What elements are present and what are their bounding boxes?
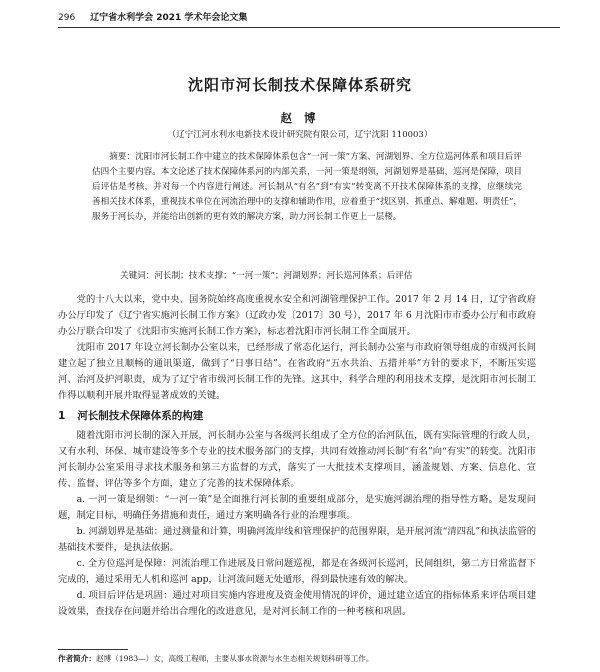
article-body [58, 292, 536, 620]
section-number: 1 [58, 410, 66, 422]
body-paragraph: 沈阳市 2017 年设立河长制办公室以来，已经形成了常态化运行，河长制办公室与市政府领导组成的市级河长间建立起了独立且顺畅的通讯渠道，做到了“日事日结”。在省政府“五水共治、五措并举”方针的要求下，不断压实巡河、治河及护河职责，成为了辽宁省市级河长制工作的先锋。这其中，科学合理的利用技术支撑，是沈阳市河长制工作得以顺利开展并取得显著成效的关键。 [58, 342, 536, 401]
list-item-c: c. 全方位巡河是保障：河流治理工作进展及日常问题巡视，都是在各级河长巡河，民间组织，第二方日常监督下完成的，通过采用无人机和巡河 app，让河流问题无处遁形，得到最快速有效的解决。 [58, 558, 536, 585]
running-head [58, 12, 560, 24]
body-paragraph: 随着沈阳市河长制的深入开展，河长制办公室与各级河长组成了全方位的治河队伍，既有实际管理的行政人员，又有水利、环保、城市建设等多个专业的技术服务部门的支撑，共同有效推动河长制“有名”向“有实”的转变。沈阳市河长制办公室采用寻求技术服务和第三方监督的方式，落实了一大批技术支撑项目，涵盖规划、方案、信息化、宣传、监督、评估等多个方面，建立了完善的技术保障体系。 [58, 430, 536, 489]
paper-title: 沈阳市河长制技术保障体系研究 [187, 76, 412, 94]
footnote-rule [58, 649, 128, 650]
header-rule [58, 27, 560, 28]
footnote [58, 653, 560, 664]
footnote-label: 作者简介： [58, 654, 96, 663]
list-item-a: a. 一河一策是纲领：“一河一策”是全面推行河长制的重要组成部分，是实施河湖治理的指导性方略。是发现问题，制定目标，明确任务措施和责任，通过方案明确各行业的治理事项。 [58, 494, 536, 521]
keywords-text: 河长制；技术支撑；“一河一策”；河湖划界；河长巡河体系；后评估 [154, 271, 413, 281]
abstract-text: 沈阳市河长制工作中建立的技术保障体系包含“一河一策”方案、河湖划界、全方位巡河体系和项目后评估四个主要内容。本文论述了技术保障体系河的内部关系，一河一策是纲领，河湖划界是基础，巡河是保障，项目后评估是考核，并对每一个内容进行阐述。河长制从“有名”到“有实”转变离不开技术保障体系的支撑，应继续完善相关技术体系，重视技术单位在河流治理中的支撑和辅助作用，应着重于“找区别、抓重点、解难题、明责任”，服务于河长办，并能给出创新的更有效的解决方案，助力河长制工作更上一层楼。 [92, 152, 522, 222]
abstract-label: 摘要： [109, 152, 135, 162]
list-item-d: d. 项目后评估是巩固：通过对项目实施内容进度及资金使用情况的评价，通过建立适宜的指标体系来评估项目建设效果，查找存在问题并给出合理化的改进意见，是对河长制工作的一种考核和巩固。 [58, 590, 536, 617]
abstract [92, 150, 522, 225]
footnote-text: 赵博（1983—）女，高级工程师，主要从事水资源与水生态相关规划科研等工作。 [95, 654, 374, 663]
page-number: 296 [58, 13, 76, 23]
abstract-paragraph [92, 150, 522, 225]
section-title: 河长制技术保障体系的构建 [77, 410, 204, 422]
keywords-label: 关键词： [120, 271, 155, 281]
list-item-b: b. 河湖划界是基础：通过测量和计算，明确河流岸线和管理保护的范围界限，是开展河流“清四乱”和执法监管的基础技术要件，是执法依据。 [58, 526, 536, 553]
journal-name: 辽宁省水利学会 2021 学术年会论文集 [90, 13, 248, 23]
body-paragraph: 党的十八大以来，党中央、国务院始终高度重视水安全和河湖管理保护工作。2017 年 2 月 14 日，辽宁省政府办公厅印发了《辽宁省实施河长制工作方案》（辽政办发〔2017〕30 号），2017 年 6 月沈阳市市委办公厅和市政府办公厅联合印发了《沈阳市实施河长制工作方案》，标志着沈阳市河长制工作全面展开。 [58, 294, 536, 337]
keywords [120, 269, 520, 283]
author-name: 赵 博 [280, 111, 320, 125]
section-heading [58, 407, 536, 425]
author-affiliation: （辽宁江河水利水电新技术设计研究院有限公司，辽宁沈阳 110003） [167, 130, 433, 140]
